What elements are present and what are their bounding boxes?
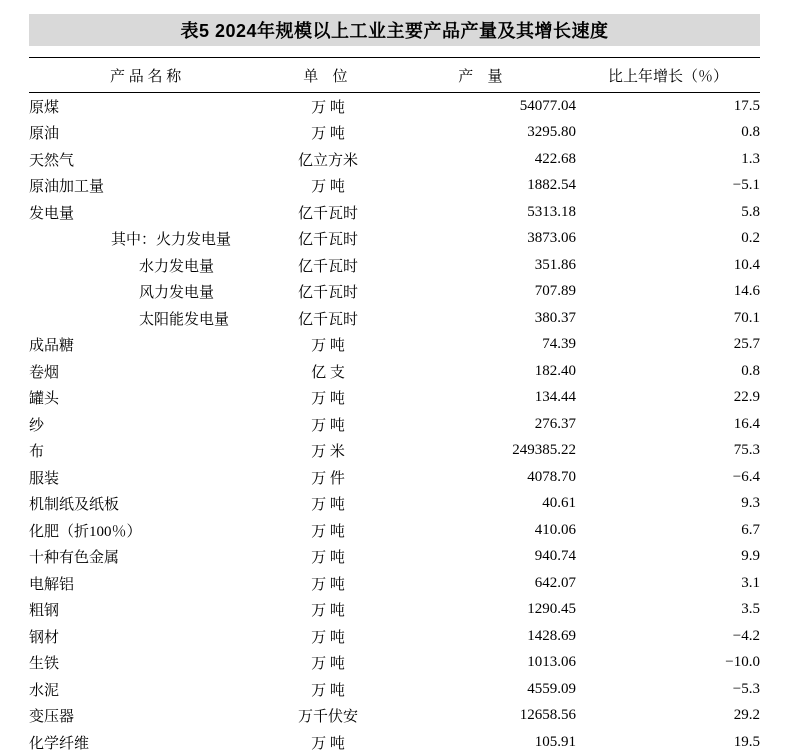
table-row [29,146,760,173]
column-header-product-name: 产品名称 [29,58,266,93]
cell-unit: 亿 支 [311,364,345,381]
cell-growth: 1.3 [741,150,760,167]
cell-product-name: 钢材 [29,629,60,646]
cell-unit: 亿千瓦时 [297,232,358,249]
cell-product-name: 布 [29,444,45,461]
cell-product-name: 成品糖 [29,338,75,355]
cell-product-name: 电解铝 [29,576,75,593]
cell-product-name: 原油加工量 [29,179,105,196]
cell-product-name: 水力发电量 [139,258,215,275]
table-row [29,729,760,756]
cell-unit: 万 吨 [311,99,345,116]
cell-growth: 0.2 [741,230,760,247]
cell-unit: 万 件 [311,470,345,487]
table-row [29,650,760,677]
cell-quantity: 182.40 [534,362,576,379]
cell-growth: 25.7 [733,336,760,353]
cell-quantity: 410.06 [534,521,576,538]
cell-quantity: 3295.80 [527,124,576,141]
cell-quantity: 4559.09 [527,680,576,697]
cell-growth: 16.4 [733,415,760,432]
column-header-unit: 单 位 [266,58,390,93]
cell-quantity: 1882.54 [527,177,576,194]
cell-growth: 70.1 [733,309,760,326]
cell-unit: 亿千瓦时 [297,285,358,302]
cell-unit: 亿千瓦时 [297,311,358,328]
table-row [29,491,760,518]
table-row [29,93,760,120]
cell-unit: 万 吨 [311,576,345,593]
table-row [29,199,760,226]
cell-product-name: 原油 [29,126,60,143]
cell-growth: 17.5 [733,97,760,114]
cell-quantity: 3873.06 [527,230,576,247]
table-row [29,385,760,412]
cell-product-name: 化学纤维 [29,735,90,752]
cell-growth: 5.8 [741,203,760,220]
table-row [29,464,760,491]
cell-growth: 0.8 [741,362,760,379]
column-header-quantity: 产 量 [390,58,576,93]
cell-unit: 万 吨 [311,656,345,673]
cell-product-name: 风力发电量 [139,285,215,302]
cell-unit: 万 米 [311,444,345,461]
cell-growth: −4.2 [732,627,760,644]
cell-quantity: 1428.69 [527,627,576,644]
cell-growth: 22.9 [733,389,760,406]
cell-unit: 万 吨 [311,497,345,514]
cell-unit: 万 吨 [311,523,345,540]
cell-quantity: 380.37 [534,309,576,326]
cell-growth: 29.2 [733,707,760,724]
table-row [29,252,760,279]
table-row [29,703,760,730]
cell-unit: 万 吨 [311,179,345,196]
cell-unit: 亿千瓦时 [297,258,358,275]
cell-quantity: 40.61 [542,495,576,512]
table-row [29,517,760,544]
cell-growth: 0.8 [741,124,760,141]
cell-unit: 万 吨 [311,629,345,646]
table-row [29,332,760,359]
table-row [29,279,760,306]
cell-quantity: 74.39 [542,336,576,353]
cell-product-name: 原煤 [29,99,60,116]
cell-quantity: 249385.22 [512,442,576,459]
table-row [29,173,760,200]
cell-quantity: 707.89 [534,283,576,300]
cell-growth: 10.4 [733,256,760,273]
column-header-growth: 比上年增长（％） [576,58,760,93]
cell-unit: 万 吨 [311,735,345,752]
cell-product-name: 变压器 [29,709,75,726]
cell-quantity: 1013.06 [527,654,576,671]
table-header-row [29,58,760,93]
cell-growth: 3.5 [741,601,760,618]
cell-product-name: 罐头 [29,391,60,408]
cell-product-name: 卷烟 [29,364,60,381]
cell-quantity: 105.91 [534,733,576,750]
table-row [29,544,760,571]
cell-growth: −10.0 [725,654,760,671]
cell-quantity: 351.86 [534,256,576,273]
cell-quantity: 134.44 [534,389,576,406]
cell-product-name: 纱 [29,417,45,434]
table-row [29,597,760,624]
cell-unit: 万 吨 [311,682,345,699]
cell-growth: 19.5 [733,733,760,750]
cell-growth: 6.7 [741,521,760,538]
cell-growth: 3.1 [741,574,760,591]
table-row [29,411,760,438]
cell-product-name: 天然气 [29,152,75,169]
cell-quantity: 276.37 [534,415,576,432]
table-row [29,623,760,650]
cell-unit: 万 吨 [311,603,345,620]
table-row [29,120,760,147]
cell-growth: 75.3 [733,442,760,459]
table-title-bar [29,14,760,46]
page-title: 表5 2024年规模以上工业主要产品产量及其增长速度 [180,21,609,41]
cell-quantity: 54077.04 [519,97,576,114]
cell-unit: 万 吨 [311,338,345,355]
cell-growth: −5.3 [732,680,760,697]
cell-growth: 9.9 [741,548,760,565]
cell-product-name: 服装 [29,470,60,487]
cell-growth: 14.6 [733,283,760,300]
table-row [29,570,760,597]
cell-product-name: 发电量 [29,205,75,222]
table-row [29,676,760,703]
cell-unit: 亿千瓦时 [297,205,358,222]
cell-quantity: 12658.56 [519,707,576,724]
cell-product-name: 机制纸及纸板 [29,497,120,514]
cell-unit: 万 吨 [311,126,345,143]
cell-product-name: 十种有色金属 [29,550,120,567]
cell-growth: −6.4 [732,468,760,485]
cell-unit: 亿立方米 [297,152,358,169]
table-header [29,58,760,93]
cell-product-name: 化肥（折100％） [29,523,142,540]
table-body [29,93,760,756]
cell-product-name: 粗钢 [29,603,60,620]
cell-unit: 万千伏安 [297,709,358,726]
cell-growth: 9.3 [741,495,760,512]
table-row [29,438,760,465]
cell-growth: −5.1 [732,177,760,194]
cell-unit: 万 吨 [311,391,345,408]
cell-unit: 万 吨 [311,417,345,434]
statistics-table [29,57,760,756]
cell-product-name: 生铁 [29,656,60,673]
table-row [29,358,760,385]
table-row [29,305,760,332]
cell-product-name: 太阳能发电量 [139,311,230,328]
cell-quantity: 940.74 [534,548,576,565]
cell-product-name: 水泥 [29,682,60,699]
cell-quantity: 422.68 [534,150,576,167]
cell-quantity: 1290.45 [527,601,576,618]
cell-quantity: 5313.18 [527,203,576,220]
table-row [29,226,760,253]
cell-quantity: 642.07 [534,574,576,591]
cell-quantity: 4078.70 [527,468,576,485]
cell-product-name: 其中：火力发电量 [111,232,232,249]
cell-unit: 万 吨 [311,550,345,567]
